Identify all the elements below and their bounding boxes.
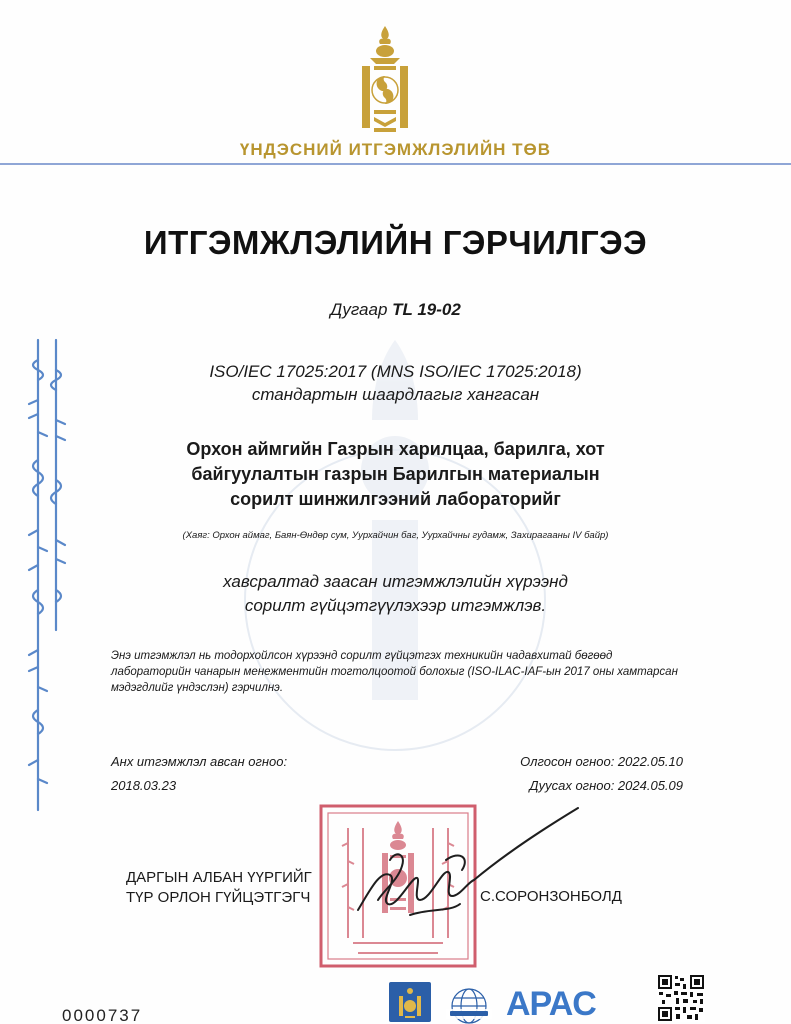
apac-logo: APAC [506, 985, 596, 1023]
signer-name: С.СОРОНЗОНБОЛД [480, 888, 622, 905]
scope-line-1: хавсралтад заасан итгэмжлэлийн хүрээнд [223, 572, 568, 591]
ilac-mra-logo-icon [440, 984, 498, 1024]
scope-line-2: сорилт гүйцэтгүүлэхээр итгэмжлэв. [244, 596, 547, 615]
certificate-number-label: Дугаар [330, 300, 393, 319]
laboratory-name-line-3: сорилт шинжилгээний лабораторийг [230, 489, 561, 509]
signer-position [126, 868, 312, 908]
certificate-note: Энэ итгэмжлэл нь тодорхойлсон хүрээнд сорилт гүйцэтгэх техникийн чадавхитай бөгөөд лабораторийн чанарын менежментийн тогтолцоотой болохыг (ISO-ILAC-IAF-ын 2017 оны хамтарсан мэдэгдлийг үндэслэн) гэрчилнэ. [111, 650, 678, 694]
certificate-number-value: TL 19-02 [392, 300, 461, 319]
expiry-date: Дуусах огноо: 2024.05.09 [529, 778, 683, 793]
certificate-title: ИТГЭМЖЛЭЛИЙН ГЭРЧИЛГЭЭ [143, 224, 648, 261]
accreditation-scope [0, 570, 791, 618]
signer-position-line-2: ТҮР ОРЛОН ГҮЙЦЭТГЭГЧ [126, 889, 311, 906]
serial-number: 0000737 [62, 1006, 143, 1024]
standard-line-1: ISO/IEC 17025:2017 (MNS ISO/IEC 17025:2018) [209, 362, 582, 381]
laboratory-name-line-1: Орхон аймгийн Газрын харилцаа, барилга, хот [186, 439, 605, 459]
first-accreditation-label: Анх итгэмжлэл авсан огноо: [111, 754, 288, 769]
first-accreditation-value: 2018.03.23 [111, 778, 177, 793]
issue-date: Олгосон огноо: 2022.05.10 [520, 754, 683, 769]
laboratory-name-line-2: байгуулалтын газрын Барилгын материалын [191, 464, 600, 484]
validity-dates [520, 750, 683, 798]
qr-code-icon [657, 974, 705, 1022]
first-accreditation-date [111, 750, 287, 798]
laboratory-name [0, 437, 791, 512]
header-divider [0, 163, 791, 165]
handwritten-signature [350, 800, 580, 930]
standard-line-2: стандартын шаардлагыг хангасан [251, 385, 540, 404]
standard-statement [0, 360, 791, 406]
organization-name: ҮНДЭСНИЙ ИТГЭМЖЛЭЛИЙН ТӨВ [239, 140, 552, 159]
signer-position-line-1: ДАРГЫН АЛБАН ҮҮРГИЙГ [126, 869, 312, 886]
certificate-number [0, 300, 791, 320]
laboratory-address: (Хаяг: Орхон аймаг, Баян-Өндөр сум, Уурхайчин баг, Уурхайчны гудамж, Захирагааны IV байр) [182, 530, 609, 541]
soyombo-emblem-icon [350, 24, 420, 136]
mnas-logo-icon [387, 980, 433, 1024]
